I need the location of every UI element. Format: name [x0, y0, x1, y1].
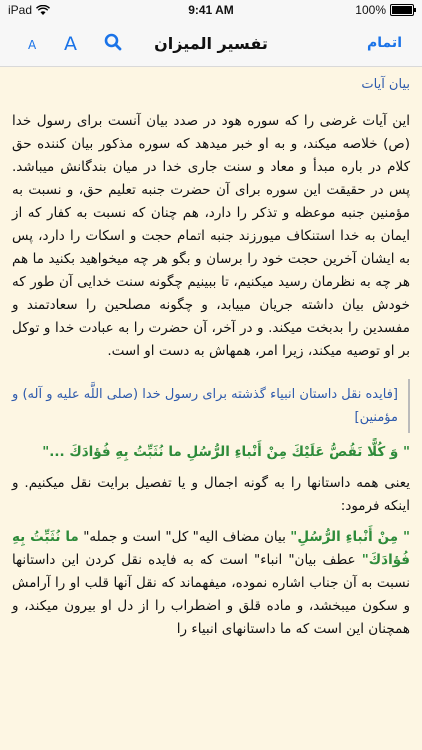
verse-fragment: " مِنْ أَنْباءِ الرُّسُلِ"	[290, 529, 410, 545]
explanation-paragraph: یعنی همه داستانها را به گونه اجمال و یا تفصیل برایت نقل میکنیم. و اینکه فرمود:	[12, 475, 410, 514]
battery-icon	[390, 4, 414, 16]
intro-paragraph: این آیات غرضی را که سوره هود در صدد بیان آنست برای رسول خدا (ص) خلاصه میکند، و به او خبر میدهد که سوره مذکور بیان کننده حق کلام در باره مبدأ و معاد و سنت جاری خدا در میان بندگانش میباشد. پس در حقیقت این سوره برای آن حضرت جنبه تعلیم حق، و نسبت به مؤمنین جنبه موعظه و تذکر را دارد، هم چنان که نسبت به کفار که از ایمان به خدا استنکاف میورزند جنبه اتمام حجت و اسکات را دارد، پس به ایشان آخرین حجت خود را برسان و بگو هر چه میخواهید بکنید ما هم هر چه به نظرمان رسید میکنیم، تا ببینیم چگونه سنت خدایی آن طور که خودش بیان داشته جریان مییابد، و چگونه مصلحین را سعادتمند و مفسدین را بدبخت میکند. و در آخر، آن حضرت را به عبادت خدا و توکل بر او توصیه میکند، زیرا امر، همهاش به دست او است.	[12, 113, 410, 359]
detail-text-a: بیان مضاف الیه" کل" است و جمله"	[83, 529, 286, 545]
subtitle-quote: [فایده نقل داستان انبیاء گذشته برای رسول خدا (صلی اللَّه علیه و آله) و مؤمنین]	[12, 379, 410, 433]
status-bar	[0, 0, 422, 22]
carrier-label: iPad	[8, 3, 33, 17]
font-decrease-button[interactable]: A	[28, 38, 37, 52]
verse-paragraph	[12, 441, 410, 464]
reading-content	[0, 67, 422, 750]
verse-fragment-2: ما نُثَبِّتُ بِهِ فُؤادَكَ"	[12, 529, 410, 568]
detail-paragraph	[12, 526, 410, 641]
status-time: 9:41 AM	[188, 3, 234, 17]
verse-text: " وَ كُلًّا نَقُصُّ عَلَيْكَ مِنْ أَنْباءِ الرُّسُلِ ما نُثَبِّتُ بِهِ فُؤادَكَ ..."	[42, 444, 410, 460]
navigation-bar	[0, 22, 422, 67]
detail-text-b: عطف بیان" انباء" است که به فایده نقل کردن این داستانها نسبت به آن جناب اشاره نموده، میفهماند که نقل آنها قلب او را آرامش و سکون میبخشد، و ماده قلق و اضطراب را از دل او بیرون میکند، و همچنان این است که ما داستانهای انبیاء را	[12, 552, 410, 637]
section-heading: بیان آیات	[361, 77, 410, 92]
page-title: تفسیر المیزان	[154, 34, 268, 53]
status-right	[355, 3, 414, 17]
font-increase-button[interactable]: A	[64, 33, 77, 55]
battery-percent: 100%	[355, 3, 386, 17]
done-button[interactable]: اتمام	[367, 35, 402, 51]
